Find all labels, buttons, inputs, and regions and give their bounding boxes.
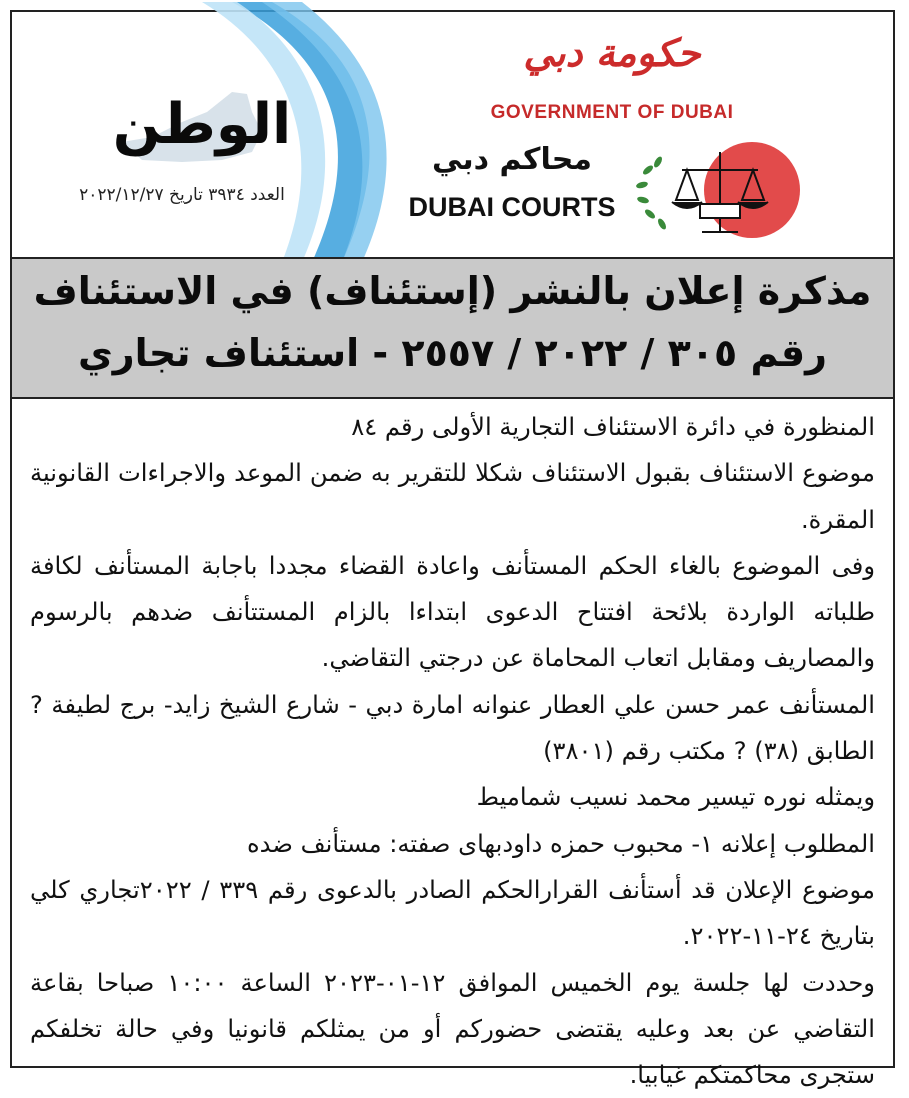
courts-arabic: محاكم دبي: [432, 142, 592, 177]
issue-line: العدد ٣٩٣٤ تاريخ ٢٠٢٢/١٢/٢٧: [79, 185, 285, 205]
government-logo: [467, 30, 757, 140]
body-paragraph: المستأنف عمر حسن علي العطار عنوانه امارة دبي - شارع الشيخ زايد- برج لطيفة ? الطابق (٣٨) ? مكتب رقم (٣٨٠١): [30, 690, 875, 766]
title-line-2: رقم ٣٠٥ / ٢٠٢٢ / ٢٥٥٧ - استئناف تجاري: [77, 331, 828, 375]
government-arabic: حكومة دبي: [523, 30, 701, 75]
dubai-courts-wordmark: [392, 142, 632, 232]
title-band: [12, 257, 893, 399]
courts-english: DUBAI COURTS: [408, 192, 616, 222]
announcement-frame: [10, 10, 895, 1090]
body-paragraph: موضوع الاستئناف بقبول الاستئناف شكلا للتقرير به ضمن الموعد والاجراءات القانونية المقرة.: [30, 459, 875, 534]
body-paragraph: وحددت لها جلسة يوم الخميس الموافق ١٢-٠١-٢٠٢٣ الساعة ١٠:٠٠ صباحا بقاعة التقاضي عن بعد وعليه يقتضى حضوركم أو من يمثلكم قانونيا وفي حالة تخلفكم ستجرى محاكمتكم غيابيا.: [30, 968, 875, 1090]
header: [12, 12, 893, 257]
logo-red-circle: [704, 142, 800, 238]
palm-wreath-icon: [635, 155, 667, 230]
body-paragraph: موضوع الإعلان قد أستأنف القرارالحكم الصادر بالدعوى رقم ٣٣٩ / ٢٠٢٢تجاري كلي بتاريخ ٢٤-١١-٢٠٢٢.: [30, 875, 876, 951]
dubai-courts-logo: [632, 140, 827, 240]
newspaper-block: [32, 82, 332, 222]
announcement-body: [30, 404, 875, 1098]
body-paragraph: وفى الموضوع بالغاء الحكم المستأنف واعادة القضاء مجددا باجابة المستأنف لكافة طلباته الواردة بلائحة افتتاح الدعوى ابتداءا بالزام المستتأنف ضدهم بالرسوم والمصاريف ومقابل اتعاب المحاماة عن درجتي التقاضي.: [30, 551, 875, 673]
title-line-1: مذكرة إعلان بالنشر (إستئناف) في الاستئناف: [33, 269, 872, 313]
body-paragraph: ويمثله نوره تيسير محمد نسيب شماميط: [476, 783, 875, 812]
newspaper-name: الوطن: [112, 92, 292, 157]
body-paragraph: المنظورة في دائرة الاستئناف التجارية الأولى رقم ٨٤: [351, 413, 875, 441]
body-paragraph: المطلوب إعلانه ١- محبوب حمزه داودبهای صفته: مستأنف ضده: [247, 829, 875, 858]
government-english: GOVERNMENT OF DUBAI: [490, 102, 734, 123]
